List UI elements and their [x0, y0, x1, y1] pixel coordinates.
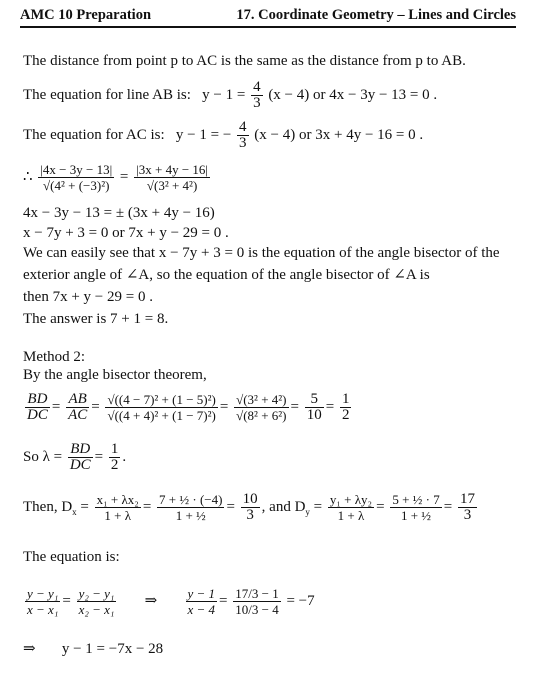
fraction: [251, 80, 263, 111]
fraction: [25, 392, 50, 423]
text: So λ =: [23, 448, 63, 465]
text: Then, D: [23, 498, 73, 515]
denominator: DC: [69, 457, 91, 473]
denominator: 2: [341, 407, 350, 423]
fraction: [305, 392, 324, 423]
denominator: 1 + λ: [337, 508, 365, 523]
denominator: x − x₁: [27, 602, 59, 617]
numerator: y₁ + λy₂: [329, 492, 373, 507]
fraction: [68, 442, 93, 473]
eq-part: (x − 4) or 4x − 3y − 13 = 0 .: [268, 86, 438, 103]
numerator: 4: [253, 79, 261, 95]
fraction: [77, 586, 117, 617]
header-right: 17. Coordinate Geometry – Lines and Circles: [236, 7, 516, 23]
numerator: x₁ + λx₂: [96, 492, 139, 507]
numerator: √((4 − 7)² + (1 − 5)²): [107, 392, 216, 407]
numerator: y₂ − y₁: [78, 586, 115, 601]
line-explain-3: then 7x + y − 29 = 0 .: [23, 289, 153, 305]
method-2-intro: By the angle bisector theorem,: [23, 367, 207, 383]
therefore-symbol: ∴: [23, 168, 33, 185]
fraction: [234, 392, 288, 423]
text: , and D: [261, 498, 306, 515]
angle-bisector-ratio: $\frac{BD}{DC}$ = $\frac{AB}{AC}$ = $\frac{\text{√((4 − 7)² + (1 − 5)²)}}{\text{√((4 + 4)² + (1 − 7)²)}}$ = $\frac{\text{√(3² + 4²)}}{\text{√(8² + 6²)}}$ = $\frac{5}{10}$ = $\frac{1}{2}$: [27, 391, 350, 423]
line-distance-equality: [23, 162, 212, 193]
two-point-form: $\frac{\text{y − y₁}}{\text{x − x₁}}$ = $\frac{\text{y₂ − y₁}}{\text{x₂ − x₁}}$ ⇒ $\frac{y - 1}{x - 4}$ = $\frac{17/3 - 1}{10/3 - 4}$ = −7: [27, 586, 315, 617]
numerator: 5: [305, 392, 324, 408]
numerator: |3x + 4y − 16|: [136, 162, 209, 177]
fraction: [340, 392, 352, 423]
header-left: AMC 10 Preparation: [20, 7, 152, 23]
fraction: [25, 586, 60, 617]
line-ab-equation: [23, 80, 437, 111]
method-2-heading: Method 2:: [23, 349, 86, 365]
point-d-coordinates: Then, $D_x$ = $\frac{\text{x₁ + λx₂}}{1 + \lambda}$ = $\frac{\text{7 + ½ · (−4)}}{\text{1 + ½}}$ = $\frac{10}{3}$ , and $D_y$ = $\frac{\text{y₁ + λy₂}}{1 + \lambda}$ = $\frac{\text{5 + ½ · 7}}{\text{1 + ½}}$ = $\frac{17}{3}$: [23, 491, 475, 523]
fraction: [95, 492, 141, 523]
fraction: [186, 586, 218, 617]
fraction: [328, 492, 374, 523]
numerator: 1: [110, 441, 119, 457]
numerator: y − 1: [187, 586, 216, 601]
denominator: x₂ − x₁: [78, 602, 115, 617]
denominator: √((4 + 4)² + (1 − 7)²): [107, 408, 216, 423]
equals: =: [119, 168, 129, 185]
line-answer: The answer is 7 + 1 = 8.: [23, 311, 169, 327]
subscript: x: [72, 506, 77, 517]
line-explain-1: We can easily see that x − 7y + 3 = 0 is the equation of the angle bisector of the: [23, 245, 500, 261]
text: The equation for line AB is:: [23, 86, 191, 103]
denominator: √(3² + 4²): [146, 178, 198, 193]
denominator: 3: [253, 95, 261, 111]
page-header: [20, 6, 516, 28]
fraction: [105, 392, 217, 423]
denominator: 2: [110, 457, 119, 473]
fraction: [66, 392, 89, 423]
fraction: [109, 442, 121, 473]
fraction: [241, 492, 260, 523]
numerator: 1: [341, 391, 350, 407]
denominator: 1 + ½: [175, 508, 206, 523]
fraction: [390, 492, 441, 523]
result: = −7: [286, 592, 315, 609]
fraction: [233, 586, 280, 617]
line-ac-equation: [23, 120, 423, 151]
denominator: √(8² + 6²): [236, 408, 287, 423]
denominator: DC: [27, 407, 48, 423]
subscript: y: [305, 506, 310, 517]
equation-label: The equation is:: [23, 549, 120, 565]
denominator: 1 + λ: [104, 508, 132, 523]
denominator: 3: [246, 507, 254, 523]
denominator: x − 4: [187, 602, 216, 617]
line-plus-minus: 4x − 3y − 13 = ± (3x + 4y − 16): [23, 205, 215, 221]
eq-part: y − 1 =: [202, 86, 246, 103]
numerator: y − y₁: [27, 586, 59, 601]
eq-part: y − 1 = −: [175, 126, 232, 143]
eq-part: (x − 4) or 3x + 4y − 16 = 0 .: [254, 126, 424, 143]
text: The equation for AC is:: [23, 126, 165, 143]
implies-arrow: ⇒: [144, 592, 158, 609]
fraction: [157, 492, 224, 523]
numerator: 17/3 − 1: [235, 586, 279, 601]
fraction: [458, 492, 477, 523]
denominator: 10/3 − 4: [235, 602, 279, 617]
line-two-bisectors: x − 7y + 3 = 0 or 7x + y − 29 = 0 .: [23, 225, 229, 241]
numerator: 4: [239, 119, 247, 135]
line-explain-2: exterior angle of ∠A, so the equation of the angle bisector of ∠A is: [23, 267, 430, 283]
numerator: AB: [66, 392, 89, 408]
numerator: 10: [242, 491, 258, 507]
numerator: 17: [459, 491, 475, 507]
numerator: BD: [68, 442, 93, 458]
denominator: 3: [239, 135, 247, 151]
final-line-equation: y − 1 = −7x − 28: [61, 641, 164, 657]
lambda-value: So λ = $\frac{BD}{DC}$ = $\frac{1}{2}$ .: [23, 441, 127, 473]
numerator: 5 + ½ · 7: [392, 492, 440, 507]
denominator: √(4² + (−3)²): [43, 178, 110, 193]
numerator: 7 + ½ · (−4): [159, 492, 223, 507]
denominator: 3: [463, 507, 472, 523]
fraction: [134, 162, 210, 193]
fraction: [237, 120, 249, 151]
denominator: 1 + ½: [400, 508, 432, 523]
denominator: 10: [306, 407, 322, 423]
line-distance-statement: The distance from point p to AC is the same as the distance from p to AB.: [23, 53, 466, 69]
numerator: |4x − 3y − 13|: [40, 162, 113, 177]
fraction: [38, 162, 114, 193]
implies-arrow: ⇒: [23, 641, 36, 657]
denominator: AC: [68, 407, 88, 423]
numerator: √(3² + 4²): [236, 392, 287, 407]
numerator: BD: [25, 392, 50, 408]
final-equation: [23, 640, 163, 658]
